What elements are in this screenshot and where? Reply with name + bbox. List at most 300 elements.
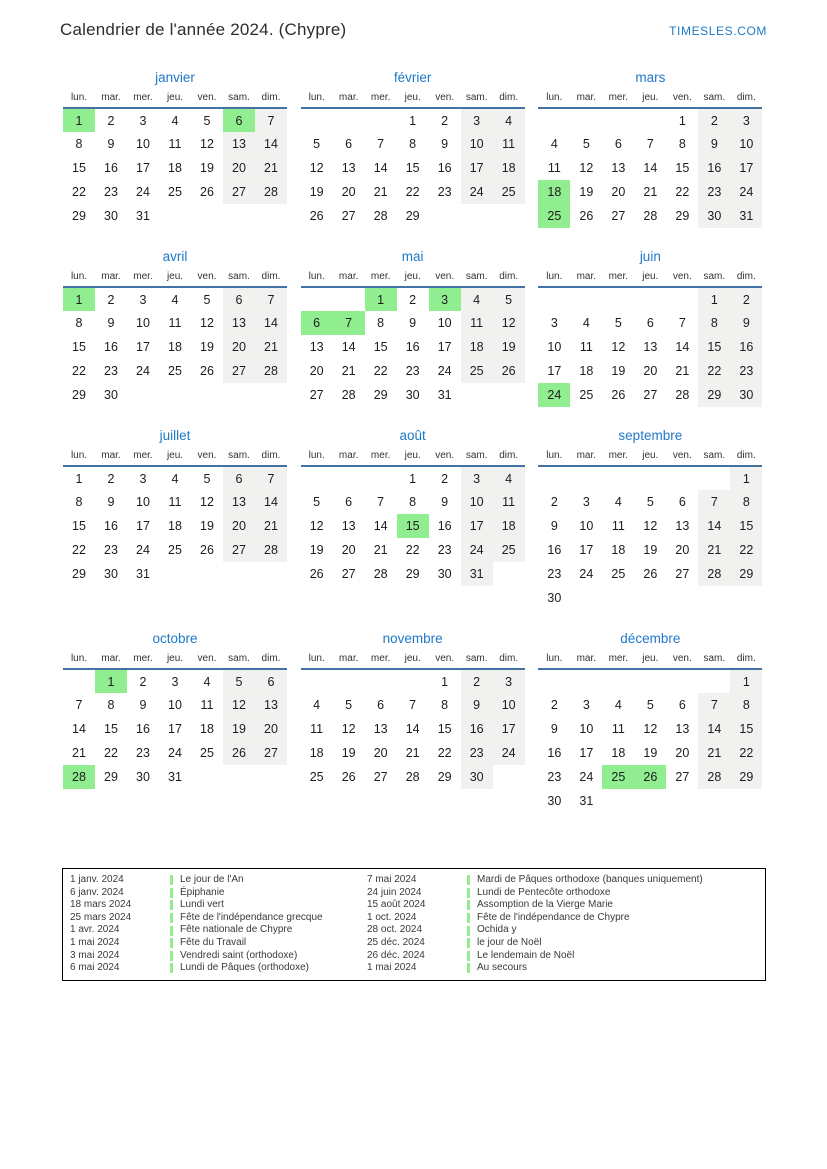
legend-label-text: Mardi de Pâques orthodoxe (banques uniquement) [477, 874, 703, 885]
day-cell: 21 [698, 538, 730, 562]
day-cell: 29 [730, 562, 762, 586]
empty-cell [301, 466, 333, 490]
day-cell: 18 [493, 156, 525, 180]
weekday-header: mar. [333, 448, 365, 466]
empty-cell [365, 466, 397, 490]
day-cell: 16 [698, 156, 730, 180]
weekday-header: mar. [95, 651, 127, 669]
day-cell: 22 [104, 746, 118, 760]
day-cell: 12 [200, 316, 214, 330]
empty-cell [191, 562, 223, 586]
day-cell: 12 [341, 722, 356, 736]
weekday-header: sam. [223, 269, 255, 287]
day-cell: 20 [341, 543, 356, 557]
day-cell: 30 [104, 388, 118, 402]
day-cell: 20 [373, 746, 388, 760]
legend-row [70, 887, 367, 900]
legend-label-text: Assomption de la Vierge Marie [477, 899, 613, 911]
day-cell: 2 [441, 471, 449, 486]
day-cell: 15 [72, 340, 86, 354]
day-cell: 17 [437, 340, 452, 354]
day-cell: 4 [614, 698, 622, 712]
day-cell: 20 [611, 185, 626, 199]
legend-row [367, 950, 765, 963]
day-cell: 15 [675, 161, 690, 175]
day-cell: 4 [550, 137, 558, 151]
weekday-header: jeu. [159, 448, 191, 466]
weekday-header: sam. [461, 90, 493, 108]
day-cell: 13 [611, 161, 626, 175]
weekday-header: sam. [223, 448, 255, 466]
day-cell: 3 [730, 108, 762, 132]
weekday-header: ven. [429, 448, 461, 466]
day-cell: 28 [405, 770, 420, 784]
day-cell: 10 [168, 698, 182, 712]
day-cell: 1 [365, 287, 397, 311]
day-cell: 15 [730, 514, 762, 538]
day-cell: 8 [75, 137, 83, 151]
page-title: Calendrier de l'année 2024. (Chypre) [60, 20, 347, 39]
day-cell: 15 [397, 514, 429, 538]
day-cell: 14 [698, 514, 730, 538]
weekday-header: jeu. [634, 90, 666, 108]
day-cell: 24 [168, 746, 182, 760]
day-cell: 30 [461, 765, 493, 789]
day-cell: 31 [730, 204, 762, 228]
day-cell: 22 [405, 543, 420, 557]
day-cell: 23 [730, 359, 762, 383]
day-cell: 28 [373, 209, 388, 223]
day-cell: 18 [579, 364, 594, 378]
day-cell: 9 [698, 132, 730, 156]
day-cell: 5 [203, 292, 211, 307]
day-cell: 5 [313, 137, 321, 151]
day-cell: 2 [698, 108, 730, 132]
day-cell: 25 [538, 204, 570, 228]
weekday-header: sam. [698, 448, 730, 466]
day-cell: 31 [461, 562, 493, 586]
legend-label [467, 874, 703, 887]
day-cell: 29 [698, 383, 730, 407]
weekday-header: mer. [365, 448, 397, 466]
day-cell: 5 [646, 698, 654, 712]
day-cell: 24 [730, 180, 762, 204]
empty-cell [493, 383, 525, 407]
day-cell: 30 [730, 383, 762, 407]
day-cell: 20 [675, 543, 690, 557]
day-cell: 6 [223, 466, 255, 490]
day-cell: 3 [461, 108, 493, 132]
legend-row [70, 912, 367, 925]
day-cell: 31 [136, 209, 150, 223]
day-cell: 25 [168, 364, 182, 378]
day-cell: 26 [643, 567, 658, 581]
empty-cell [493, 204, 525, 228]
day-cell: 23 [698, 180, 730, 204]
day-cell: 18 [611, 746, 626, 760]
weekday-header: mar. [570, 448, 602, 466]
day-cell: 21 [373, 185, 388, 199]
empty-cell [698, 586, 730, 610]
weekday-header: jeu. [397, 651, 429, 669]
holiday-tick-icon [467, 951, 470, 961]
empty-cell [191, 383, 223, 407]
day-cell: 23 [104, 185, 118, 199]
month-juillet [63, 426, 287, 586]
day-cell: 8 [409, 137, 417, 151]
day-cell: 23 [437, 543, 452, 557]
day-cell: 4 [461, 287, 493, 311]
day-cell: 15 [698, 335, 730, 359]
day-cell: 7 [698, 490, 730, 514]
month-title: mai [401, 249, 424, 264]
day-cell: 27 [223, 180, 255, 204]
weekday-header: ven. [191, 90, 223, 108]
day-cell: 19 [493, 335, 525, 359]
empty-cell [223, 562, 255, 586]
day-cell: 10 [437, 316, 452, 330]
day-cell: 10 [136, 316, 150, 330]
day-cell: 20 [223, 335, 255, 359]
weekday-header: mer. [365, 651, 397, 669]
day-cell: 31 [136, 567, 150, 581]
weekday-header: jeu. [397, 448, 429, 466]
day-cell: 25 [602, 765, 634, 789]
empty-cell [634, 108, 666, 132]
day-cell: 8 [107, 698, 115, 712]
weekday-header: lun. [63, 269, 95, 287]
legend-date: 1 oct. 2024 [367, 911, 417, 923]
day-cell: 6 [345, 495, 353, 509]
day-cell: 16 [104, 519, 118, 533]
empty-cell [666, 586, 698, 610]
day-cell: 11 [168, 495, 182, 509]
day-cell: 3 [171, 674, 179, 689]
day-cell: 3 [493, 669, 525, 693]
day-cell: 13 [341, 161, 356, 175]
empty-cell [634, 287, 666, 311]
weekday-header: lun. [301, 651, 333, 669]
day-cell: 14 [255, 490, 287, 514]
empty-cell [223, 765, 255, 789]
day-cell: 28 [255, 359, 287, 383]
day-cell: 24 [461, 180, 493, 204]
day-cell: 21 [675, 364, 690, 378]
day-cell: 4 [203, 674, 211, 689]
day-cell: 11 [200, 698, 214, 712]
month-title: septembre [618, 428, 683, 443]
empty-cell [301, 108, 333, 132]
weekday-header: sam. [698, 90, 730, 108]
day-cell: 22 [437, 746, 452, 760]
day-cell: 18 [309, 746, 324, 760]
day-cell: 14 [72, 722, 86, 736]
legend-label-text: le jour de Noël [477, 936, 542, 948]
empty-cell [127, 383, 159, 407]
weekday-header: ven. [666, 448, 698, 466]
day-cell: 14 [255, 132, 287, 156]
day-cell: 20 [223, 156, 255, 180]
holiday-legend [62, 868, 766, 981]
day-cell: 19 [341, 746, 356, 760]
legend-label [467, 887, 610, 900]
weekday-header: dim. [493, 651, 525, 669]
empty-cell [602, 669, 634, 693]
day-cell: 28 [698, 765, 730, 789]
weekday-header: sam. [698, 269, 730, 287]
day-cell: 15 [405, 161, 420, 175]
day-cell: 6 [614, 137, 622, 151]
empty-cell [301, 287, 333, 311]
legend-row [70, 924, 367, 937]
day-cell: 19 [309, 185, 324, 199]
empty-cell [333, 669, 365, 693]
empty-cell [602, 586, 634, 610]
day-cell: 5 [203, 113, 211, 128]
day-cell: 13 [675, 722, 690, 736]
weekday-header: mar. [95, 269, 127, 287]
legend-date: 25 déc. 2024 [367, 936, 425, 948]
legend-date: 24 juin 2024 [367, 886, 422, 898]
day-cell: 29 [405, 209, 420, 223]
day-cell: 28 [63, 765, 95, 789]
day-cell: 15 [72, 161, 86, 175]
holiday-tick-icon [467, 875, 470, 885]
day-cell: 15 [373, 340, 388, 354]
empty-cell [191, 204, 223, 228]
legend-date: 18 mars 2024 [70, 899, 132, 911]
holiday-tick-icon [170, 888, 173, 898]
day-cell: 13 [223, 311, 255, 335]
day-cell: 27 [223, 359, 255, 383]
weekday-header: mar. [570, 269, 602, 287]
legend-label [170, 962, 309, 975]
day-cell: 6 [255, 669, 287, 693]
day-cell: 8 [441, 698, 449, 712]
day-cell: 29 [373, 388, 388, 402]
day-cell: 30 [136, 770, 150, 784]
day-cell: 19 [643, 543, 658, 557]
day-cell: 16 [437, 161, 452, 175]
day-cell: 3 [429, 287, 461, 311]
day-cell: 22 [72, 185, 86, 199]
day-cell: 5 [614, 316, 622, 330]
day-cell: 4 [614, 495, 622, 509]
day-cell: 23 [104, 364, 118, 378]
day-cell: 24 [136, 543, 150, 557]
day-cell: 21 [405, 746, 420, 760]
legend-row [367, 899, 765, 912]
day-cell: 18 [168, 340, 182, 354]
empty-cell [634, 789, 666, 813]
day-cell: 17 [136, 161, 150, 175]
day-cell: 15 [104, 722, 118, 736]
empty-cell [666, 669, 698, 693]
legend-label-text: Lundi de Pâques (orthodoxe) [180, 962, 309, 974]
site-link[interactable]: TIMESLES.COM [669, 24, 767, 38]
day-cell: 26 [223, 741, 255, 765]
day-cell: 5 [493, 287, 525, 311]
holiday-tick-icon [467, 926, 470, 936]
day-cell: 16 [730, 335, 762, 359]
day-cell: 1 [730, 669, 762, 693]
day-cell: 27 [341, 567, 356, 581]
day-cell: 9 [550, 519, 558, 533]
day-cell: 6 [345, 137, 353, 151]
day-cell: 2 [107, 292, 115, 307]
empty-cell [223, 204, 255, 228]
day-cell: 16 [405, 340, 420, 354]
month-janvier [63, 68, 287, 228]
legend-label-text: Lundi de Pentecôte orthodoxe [477, 886, 611, 898]
day-cell: 22 [730, 538, 762, 562]
weekday-header: mer. [602, 448, 634, 466]
empty-cell [159, 204, 191, 228]
weekday-header: dim. [255, 651, 287, 669]
day-cell: 1 [63, 287, 95, 311]
day-cell: 4 [313, 698, 321, 712]
day-cell: 27 [223, 538, 255, 562]
empty-cell [730, 586, 762, 610]
day-cell: 21 [72, 746, 86, 760]
weekday-header: ven. [191, 269, 223, 287]
day-cell: 23 [405, 364, 420, 378]
day-cell: 6 [223, 108, 255, 132]
day-cell: 13 [341, 519, 356, 533]
empty-cell [255, 765, 287, 789]
day-cell: 23 [461, 741, 493, 765]
month-title: mars [635, 70, 666, 85]
day-cell: 5 [345, 698, 353, 712]
empty-cell [159, 562, 191, 586]
legend-date: 6 janv. 2024 [70, 886, 124, 898]
day-cell: 27 [675, 770, 690, 784]
empty-cell [63, 669, 95, 693]
day-cell: 7 [377, 137, 385, 151]
day-cell: 19 [611, 364, 626, 378]
legend-column [70, 874, 367, 975]
day-cell: 24 [538, 383, 570, 407]
day-cell: 10 [461, 132, 493, 156]
day-cell: 13 [223, 132, 255, 156]
day-cell: 25 [168, 185, 182, 199]
day-cell: 7 [377, 495, 385, 509]
day-cell: 3 [582, 698, 590, 712]
day-cell: 7 [255, 108, 287, 132]
day-cell: 20 [255, 717, 287, 741]
day-cell: 19 [643, 746, 658, 760]
day-cell: 19 [200, 161, 214, 175]
day-cell: 26 [200, 185, 214, 199]
day-cell: 6 [678, 495, 686, 509]
day-cell: 24 [437, 364, 452, 378]
day-cell: 25 [611, 567, 626, 581]
day-cell: 28 [255, 180, 287, 204]
day-cell: 27 [255, 741, 287, 765]
day-cell: 9 [139, 698, 147, 712]
day-cell: 3 [582, 495, 590, 509]
day-cell: 11 [579, 340, 593, 354]
day-cell: 9 [730, 311, 762, 335]
day-cell: 7 [678, 316, 686, 330]
legend-row [70, 899, 367, 912]
weekday-header: jeu. [159, 90, 191, 108]
day-cell: 2 [441, 113, 449, 128]
day-cell: 26 [611, 388, 626, 402]
day-cell: 26 [309, 209, 324, 223]
weekday-header: ven. [191, 448, 223, 466]
weekday-header: lun. [538, 651, 570, 669]
day-cell: 14 [643, 161, 658, 175]
empty-cell [602, 108, 634, 132]
holiday-tick-icon [170, 938, 173, 948]
month-title: juillet [159, 428, 191, 443]
empty-cell [634, 586, 666, 610]
day-cell: 21 [255, 514, 287, 538]
day-cell: 29 [405, 567, 420, 581]
day-cell: 4 [171, 113, 179, 128]
day-cell: 29 [675, 209, 690, 223]
month-title: novembre [382, 631, 443, 646]
weekday-header: dim. [255, 448, 287, 466]
weekday-header: lun. [63, 90, 95, 108]
day-cell: 28 [373, 567, 388, 581]
legend-label-text: Fête nationale de Chypre [180, 924, 293, 936]
day-cell: 20 [675, 746, 690, 760]
day-cell: 8 [75, 495, 83, 509]
day-cell: 12 [309, 161, 324, 175]
day-cell: 26 [341, 770, 356, 784]
day-cell: 22 [405, 185, 420, 199]
legend-label [467, 924, 516, 937]
day-cell: 10 [461, 490, 493, 514]
legend-label-text: Le jour de l'An [180, 874, 244, 885]
day-cell: 9 [107, 316, 115, 330]
page-header [60, 20, 767, 40]
legend-row [367, 887, 765, 900]
day-cell: 7 [255, 287, 287, 311]
weekday-header: lun. [63, 651, 95, 669]
weekday-header: jeu. [159, 269, 191, 287]
day-cell: 12 [200, 495, 214, 509]
calendar-grid [63, 68, 763, 813]
day-cell: 25 [461, 359, 493, 383]
day-cell: 22 [72, 364, 86, 378]
day-cell: 25 [493, 180, 525, 204]
weekday-header: mer. [127, 90, 159, 108]
empty-cell [602, 287, 634, 311]
day-cell: 9 [107, 137, 115, 151]
empty-cell [333, 466, 365, 490]
day-cell: 7 [75, 698, 83, 712]
weekday-header: ven. [429, 651, 461, 669]
day-cell: 13 [675, 519, 690, 533]
weekday-header: sam. [461, 448, 493, 466]
day-cell: 1 [409, 113, 417, 128]
weekday-header: mer. [602, 269, 634, 287]
weekday-header: dim. [730, 269, 762, 287]
day-cell: 1 [63, 108, 95, 132]
day-cell: 25 [168, 543, 182, 557]
legend-row [70, 937, 367, 950]
empty-cell [570, 586, 602, 610]
legend-date: 6 mai 2024 [70, 962, 120, 974]
month-title: janvier [155, 70, 195, 85]
day-cell: 13 [223, 490, 255, 514]
day-cell: 27 [341, 209, 356, 223]
legend-label-text: Le lendemain de Noël [477, 949, 575, 961]
day-cell: 19 [200, 340, 214, 354]
